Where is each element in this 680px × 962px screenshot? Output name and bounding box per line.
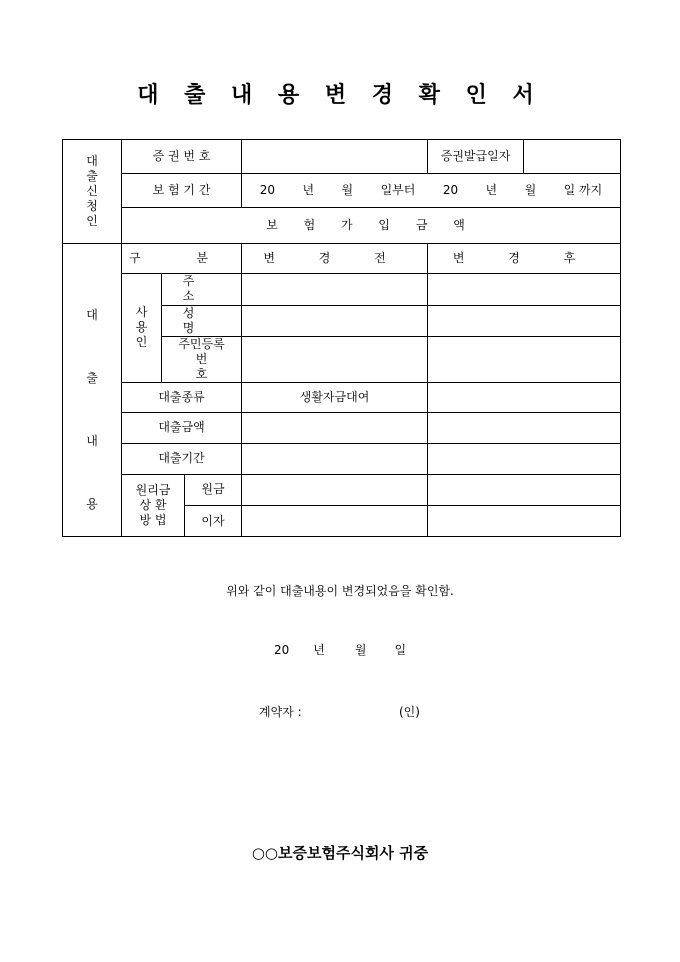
loan-amount-before-field[interactable] [242, 412, 428, 443]
loan-amount-after-field[interactable] [428, 412, 621, 443]
resident-id-before-field[interactable] [242, 336, 428, 382]
loan-period-after-field[interactable] [428, 443, 621, 474]
cert-date-field[interactable] [524, 140, 621, 174]
cert-date-label: 증권발급일자 [428, 140, 524, 174]
change-form-table [62, 139, 621, 537]
loan-content-side-label: 대 출 내 용 [63, 244, 122, 537]
principal-before-field[interactable] [242, 474, 428, 506]
principal-label: 원금 [185, 474, 242, 506]
loan-period-label: 대출기간 [122, 443, 242, 474]
interest-before-field[interactable] [242, 506, 428, 537]
loan-type-label: 대출종류 [122, 382, 242, 412]
name-label: 성 명 [162, 305, 242, 336]
resident-id-label: 주민등록 번 호 [162, 336, 242, 382]
repayment-method-label: 원리금 상 환 방 법 [122, 474, 185, 537]
name-before-field[interactable] [242, 305, 428, 336]
insured-amount-label: 보 험 가 입 금 액 [122, 208, 621, 244]
applicant-side-label: 대 출 신 청 인 [63, 140, 122, 244]
cert-number-field[interactable] [242, 140, 428, 174]
principal-after-field[interactable] [428, 474, 621, 506]
date-line: 20 년 월 일 [273, 643, 407, 657]
insurance-period-label: 보 험 기 간 [122, 174, 242, 208]
address-label: 주 소 [162, 274, 242, 306]
confirmation-statement: 위와 같이 대출내용이 변경되었음을 확인함. [226, 584, 454, 598]
contractor-name-field[interactable] [314, 703, 396, 718]
loan-type-before-value: 생활자금대여 [242, 382, 428, 412]
after-change-header: 변 경 후 [428, 244, 621, 274]
user-label: 사 용 인 [122, 274, 162, 383]
resident-id-after-field[interactable] [428, 336, 621, 382]
insurance-period-field[interactable]: 20 년 월 일부터 20 년 월 일 까지 [242, 174, 621, 208]
recipient-line: ○○보증보험주식회사 귀중 [251, 844, 429, 862]
address-before-field[interactable] [242, 274, 428, 306]
category-header: 구 분 [122, 244, 242, 274]
cert-number-label: 증 권 번 호 [122, 140, 242, 174]
loan-amount-label: 대출금액 [122, 412, 242, 443]
document-title: 대 출 내 용 변 경 확 인 서 [137, 82, 543, 108]
seal-mark: (인) [399, 705, 420, 719]
contractor-label: 계약자 : [259, 705, 302, 719]
name-after-field[interactable] [428, 305, 621, 336]
interest-after-field[interactable] [428, 506, 621, 537]
before-change-header: 변 경 전 [242, 244, 428, 274]
address-after-field[interactable] [428, 274, 621, 306]
loan-period-before-field[interactable] [242, 443, 428, 474]
loan-type-after-field[interactable] [428, 382, 621, 412]
interest-label: 이자 [185, 506, 242, 537]
